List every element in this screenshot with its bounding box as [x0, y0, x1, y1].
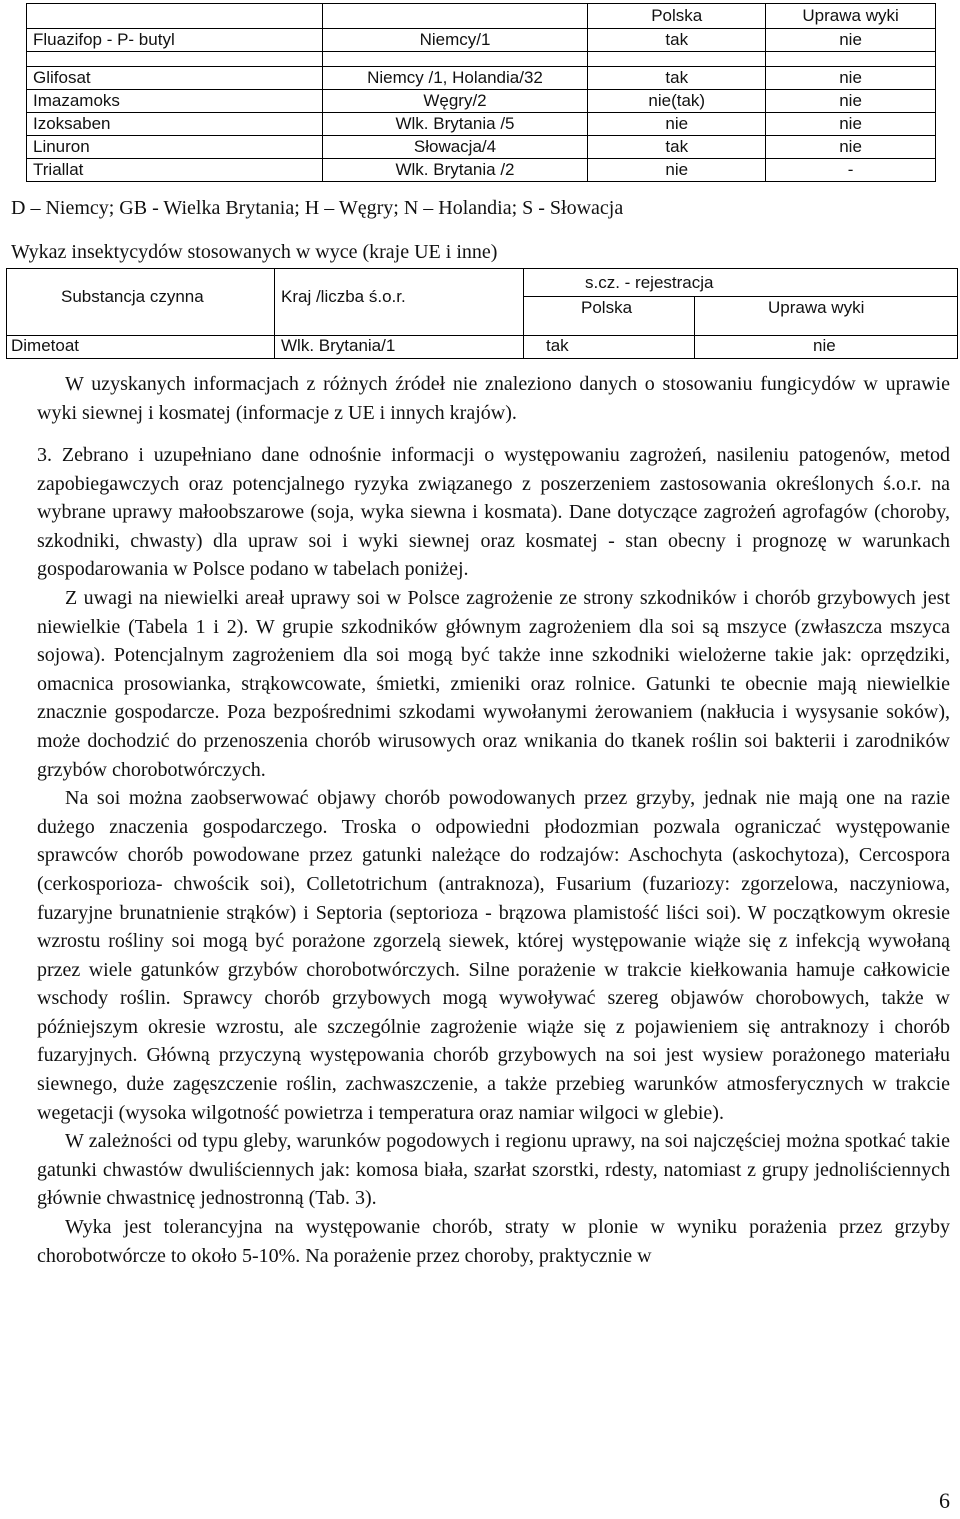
country-legend: D – Niemcy; GB - Wielka Brytania; H – Węgry; N – Holandia; S - Słowacja	[11, 197, 624, 219]
table-row: Imazamoks Węgry/2 nie(tak) nie	[27, 90, 936, 113]
insecticide-table	[6, 268, 958, 359]
header-poland: Polska	[588, 4, 766, 29]
table-row: Fluazifop - P- butyl Niemcy/1 tak nie	[27, 29, 936, 52]
col-registration-header: s.cz. - rejestracja	[585, 273, 714, 292]
table-row: Triallat Wlk. Brytania /2 nie -	[27, 159, 936, 182]
section-paragraph: Na soi można zaobserwować objawy chorób powodowanych przez grzyby, jednak nie mają one na razie dużego znaczenia gospodarczego. Troska o odpowiedni płodozmian pozwala ograniczać występowanie sprawców chorób powodowane przez gatunki należące do rodzajów: Aschochyta (askochytoza), Cercospora (cerkosporioza- chwościk soi), Colletotrichum (antraknoza), Fusarium (fuzariozy: zgorzelowa, naczyniowa, fuzaryjne brunatnienie strąków) i Septoria (septorioza - brązowa plamistość liści soi). W początkowym okresie wzrostu rośliny soi mogą być porażone zgorzelą siewek, której występowanie wiąże się z infekcją wywołaną przez wiele gatunków grzybów chorobotwórczych. Silne porażenie w trakcie kiełkowania hamuje całkowicie wschody roślin. Sprawcy chorób grzybowych mogą wywoływać szereg objawów chorobowych, także w późniejszym okresie wzrostu, ale szczególnie zagrożenie wiąże się z pojawieniem się antraknozy i chorób fuzaryjnych. Główną przyczyną występowania chorób grzybowych na soi jest wysiew porażonego materiału siewnego, duże zagęszczenie roślin, zachwaszczenie, a także przebieg warunków atmosferycznych w trakcie wegetacji (wysoka wilgotność powietrza i temperatura oraz namiar wilgoci w glebie).	[37, 787, 950, 1124]
table-header-row	[27, 4, 936, 29]
table-row: Glifosat Niemcy /1, Holandia/32 tak nie	[27, 67, 936, 90]
section-paragraph: W zależności od typu gleby, warunków pogodowych i regionu uprawy, na soi najczęściej można spotkać takie gatunki chwastów dwuliściennych jak: komosa biała, szarłat szorstki, rdesty, natomiast z grupy jednoliściennych głównie chwastnicę jednostronną (Tab. 3).	[37, 1130, 950, 1210]
fungicide-table	[26, 3, 936, 182]
insecticide-caption: Wykaz insektycydów stosowanych w wyce (kraje UE i inne)	[11, 241, 498, 263]
row-poland: tak	[546, 336, 569, 355]
section-paragraph: 3. Zebrano i uzupełniano dane odnośnie informacji o występowaniu zagrożeń, nasileniu patogenów, metod zapobiegawczych oraz potencjalnego ryzyka związanego z poszerzeniem zastosowania określonych ś.o.r. na wybrane uprawy małoobszarowe (soja, wyka siewna i kosmata). Dane dotyczące zagrożeń agrofagów (choroby, szkodniki, chwasty) dla upraw soi i wyki siewnej oraz kosmatej - stan obecny i prognozę w warunkach gospodarowania w Polsce podano w tabelach poniżej.	[37, 444, 951, 581]
col-country-header: Kraj /liczba ś.o.r.	[281, 287, 406, 306]
col-crop-header: Uprawa wyki	[768, 298, 865, 317]
row-crop: nie	[813, 336, 836, 355]
table-row: Linuron Słowacja/4 tak nie	[27, 136, 936, 159]
row-origin: Wlk. Brytania/1	[281, 336, 396, 355]
page-number: 6	[939, 1488, 950, 1513]
col-poland-header: Polska	[581, 298, 633, 317]
section-paragraph: Z uwagi na niewielki areał uprawy soi w Polsce zagrożenie ze strony szkodników i chorób grzybowych jest niewielkie (Tabela 1 i 2). W grupie szkodników głównym zagrożeniem dla soi są mszyce (zwłaszcza mszyca sojowa). Potencjalnym zagrożeniem dla soi mogą być także inne szkodniki wielożerne takie jak: oprzędziki, omacnica prosowianka, strąkowcowate, śmietki, zmieniki oraz rolnice. Gatunki te obecnie mają niewielkie znacznie gospodarcze. Poza bezpośrednimi szkodami wywołanymi żerowaniem (nakłucia i wysysanie soków), może dochodzić do przenoszenia chorób wirusowych oraz wnikania do tkanek roślin soi bakterii i zarodników grzybów chorobotwórczych.	[37, 586, 950, 781]
col-substance-header: Substancja czynna	[61, 287, 204, 306]
intro-paragraph: W uzyskanych informacjach z różnych źródeł nie znaleziono danych o stosowaniu fungicydów w uprawie wyki siewnej i kosmatej (informacje z UE i innych krajów).	[37, 373, 950, 424]
section-paragraph: Wyka jest tolerancyjna na występowanie chorób, straty w plonie w wyniku porażenia przez grzyby chorobotwórcze to około 5-10%. Na porażenie przez choroby, praktycznie w	[37, 1216, 950, 1267]
row-substance: Dimetoat	[11, 336, 80, 355]
header-crop: Uprawa wyki	[766, 4, 936, 29]
table-row: Izoksaben Wlk. Brytania /5 nie nie	[27, 113, 936, 136]
section-number: 3.	[37, 444, 52, 466]
section-3	[37, 441, 950, 1270]
